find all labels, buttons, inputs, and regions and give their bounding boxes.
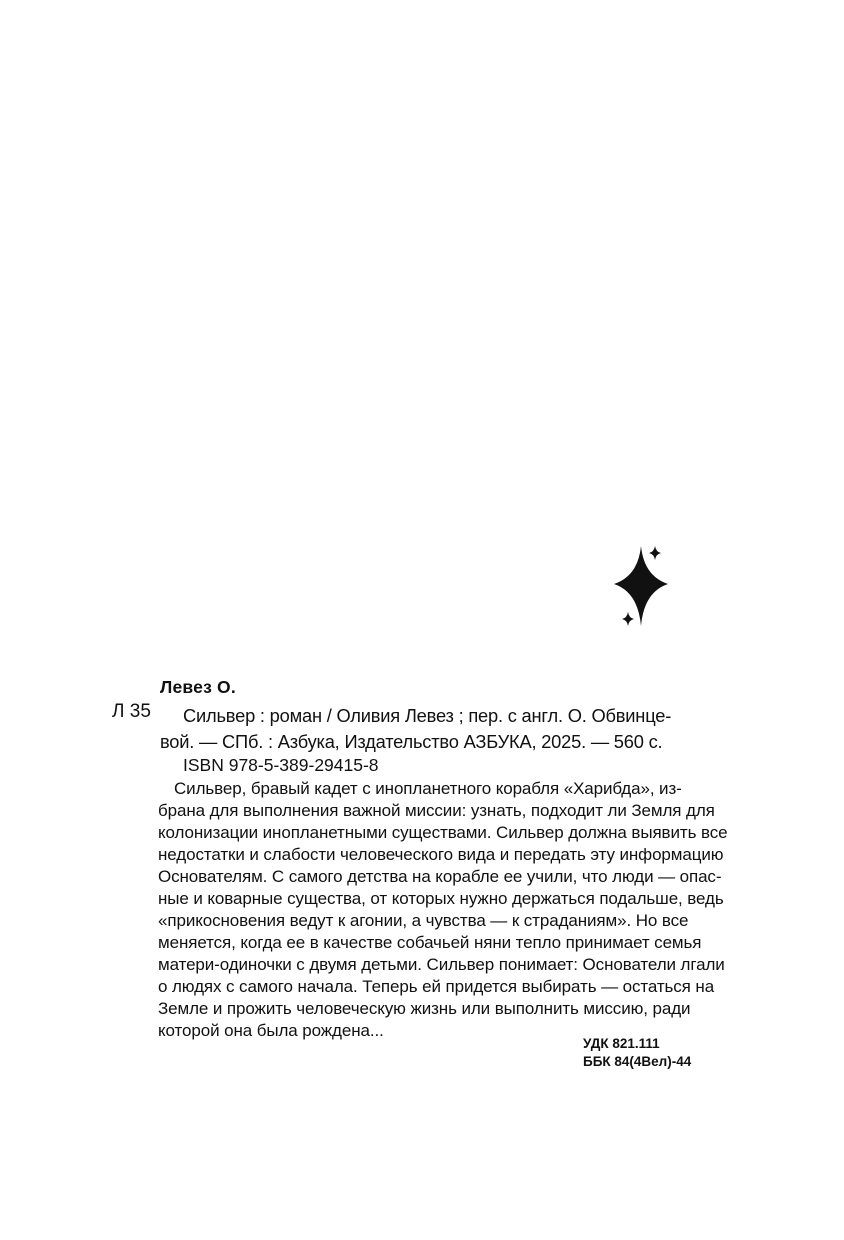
author-heading: Левез О.: [160, 677, 236, 697]
annotation-line: которой она была рождена...: [158, 1021, 384, 1040]
bib-line: Сильвер : роман / Оливия Левез ; пер. с англ. О. Обвинце-: [183, 705, 672, 726]
annotation-line: Основателям. С самого детства на корабле ее учили, что люди — опас-: [158, 867, 722, 886]
udk-code: УДК 821.111: [583, 1036, 660, 1051]
annotation-line: брана для выполнения важной миссии: узнать, подходит ли Земля для: [158, 801, 715, 820]
classification-codes: [583, 1035, 691, 1071]
isbn: ISBN 978-5-389-29415-8: [183, 755, 379, 775]
large-star: [614, 546, 668, 626]
annotation-line: Земле и прожить человеческую жизнь или выполнить миссию, ради: [158, 999, 691, 1018]
bibliographic-record: [160, 703, 693, 755]
annotation-line: ные и коварные существа, от которых нужно держаться подальше, ведь: [158, 889, 724, 908]
annotation-line: о людях с самого начала. Теперь ей придется выбирать — остаться на: [158, 977, 715, 996]
small-star-top: [649, 546, 661, 560]
annotation-line: «прикосновения ведут к агонии, а чувства — к страданиям». Но все: [158, 911, 689, 930]
annotation-line: матери-одиночки с двумя детьми. Сильвер понимает: Основатели лгали: [158, 955, 725, 974]
small-star-bottom: [622, 612, 634, 626]
bib-line: вой. — СПб. : Азбука, Издательство АЗБУКА, 2025. — 560 с.: [160, 731, 663, 752]
annotation-line: недостатки и слабости человеческого вида и передать эту информацию: [158, 845, 724, 864]
annotation: [158, 778, 728, 1042]
annotation-line: меняется, когда ее в качестве собачьей няни тепло принимает семья: [158, 933, 702, 952]
annotation-line: колонизации инопланетными существами. Сильвер должна выявить все: [158, 823, 728, 842]
annotation-line: Сильвер, бравый кадет с инопланетного корабля «Харибда», из-: [174, 779, 682, 798]
bbk-code: ББК 84(4Вел)-44: [583, 1054, 692, 1069]
author-code: Л 35: [112, 701, 151, 722]
sparkle-stars-icon: [610, 542, 676, 630]
